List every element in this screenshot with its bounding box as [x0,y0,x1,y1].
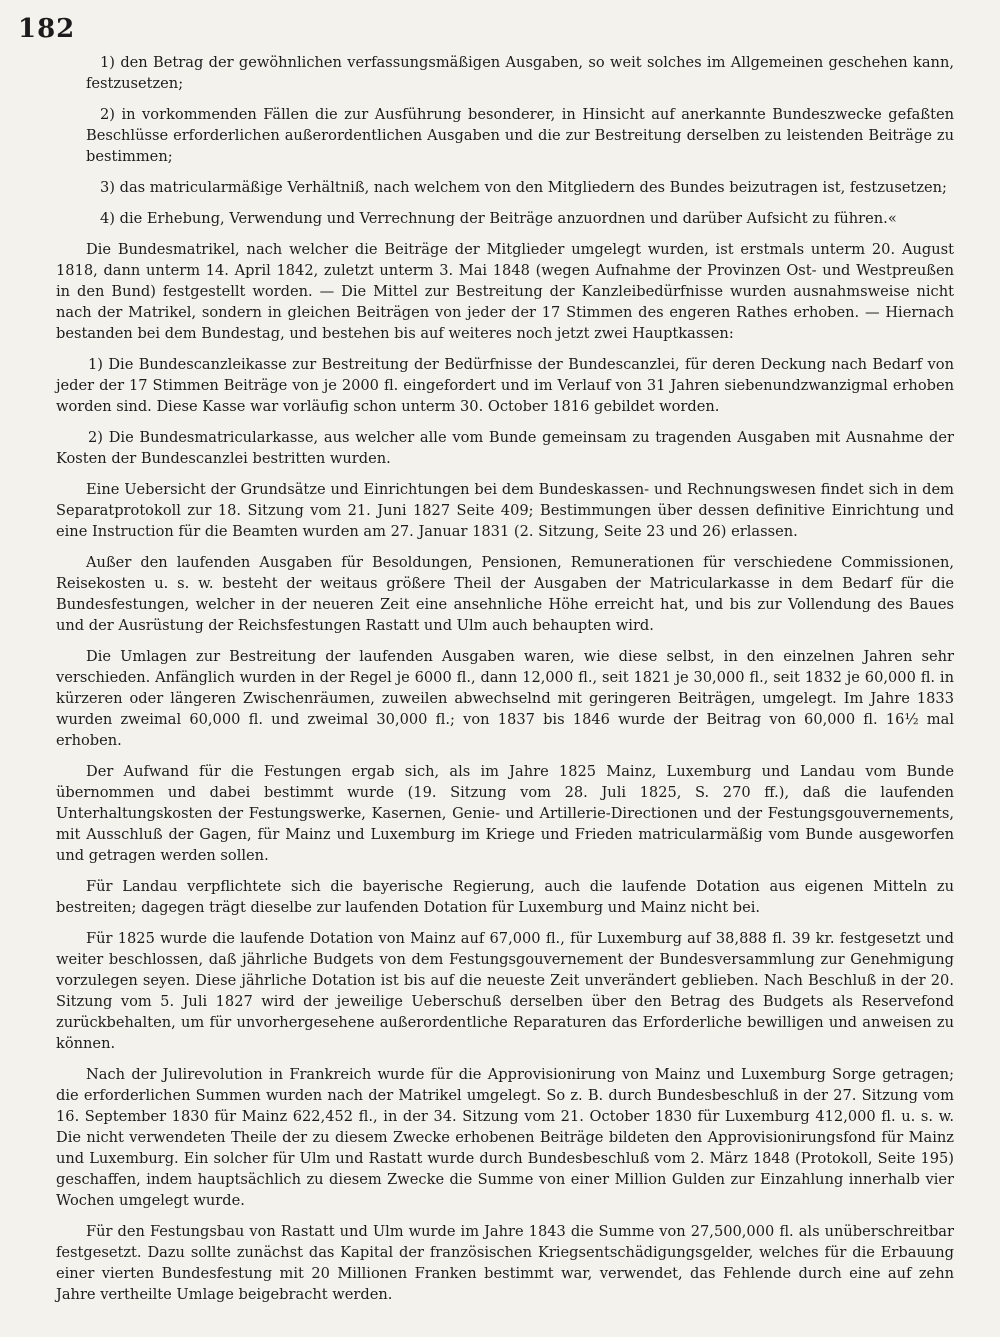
paragraph-ausgaben: Außer den laufenden Ausgaben für Besoldungen, Pensionen, Remunerationen für verschiedene Commissionen, Reisekosten u. s. w. besteht der weitaus größere Theil der Ausgaben der Matricularkasse in dem Bedarf für die Bundesfestungen, welcher in der neueren Zeit eine ansehnliche Höhe erreicht hat, und bis zur Vollendung des Baues und der Ausrüstung der Reichsfestungen Rastatt und Ulm auch behaupten wird. [56,554,954,634]
paragraph-uebersicht: Eine Uebersicht der Grundsätze und Einrichtungen bei dem Bundeskassen- und Rechnungswesen findet sich in dem Separatprotokoll zur 18. Sitzung vom 21. Juni 1827 Seite 409; Bestimmungen über dessen definitive Einrichtung und eine Instruction für die Beamten wurden am 27. Januar 1831 (2. Sitzung, Seite 23 und 26) erlassen. [56,481,954,540]
paragraph-bundesmatrikel: Die Bundesmatrikel, nach welcher die Beiträge der Mitglieder umgelegt wurden, ist erstmals unterm 20. August 1818, dann unterm 14. April 1842, zuletzt unterm 3. Mai 1848 (wegen Aufnahme der Provinzen Ost- und Westpreußen in den Bund) festgestellt worden. — Die Mittel zur Bestreitung der Kanzleibedürfnisse wurden ausnahmsweise nicht nach der Matrikel, sondern in gleichen Beiträgen von jeder der 17 Stimmen des engeren Rathes erhoben. — Hiernach bestanden bei dem Bundestag, und bestehen bis auf weiteres noch jetzt zwei Hauptkassen: [56,241,954,342]
paragraph-landau: Für Landau verpflichtete sich die bayerische Regierung, auch die laufende Dotation aus eigenen Mitteln zu bestreiten; dagegen trägt dieselbe zur laufenden Dotation für Luxemburg und Mainz nicht bei. [56,878,954,916]
list-item-4: 4) die Erhebung, Verwendung und Verrechnung der Beiträge anzuordnen und darüber Aufsicht zu führen.« [100,210,897,227]
paragraph-bundescanzleikasse: 1) Die Bundescanzleikasse zur Bestreitung der Bedürfnisse der Bundescanzlei, für deren Deckung nach Bedarf von jeder der 17 Stimmen Beiträge von je 2000 fl. eingefordert und im Verlauf von 31 Jahren siebenundzwanzigmal erhoben worden sind. Diese Kasse war vorläufig schon unterm 30. October 1816 gebildet worden. [56,356,954,415]
page-number: 182 [18,14,76,44]
paragraph-dotation: Für 1825 wurde die laufende Dotation von Mainz auf 67,000 fl., für Luxemburg auf 38,888 fl. 39 kr. festgesetzt und weiter beschlossen, daß jährliche Budgets von dem Festungsgouvernement der Bundesversammlung zur Genehmigung vorzulegen seyen. Diese jährliche Dotation ist bis auf die neueste Zeit unverändert geblieben. Nach Beschluß in der 20. Sitzung vom 5. Juli 1827 wird der jeweilige Ueberschuß derselben über den Betrag des Budgets als Reservefond zurückbehalten, um für unvorhergesehene außerordentliche Reparaturen das Erforderliche bewilligen und anweisen zu können. [56,930,954,1052]
paragraph-festungen: Der Aufwand für die Festungen ergab sich, als im Jahre 1825 Mainz, Luxemburg und Landau vom Bunde übernommen und dabei bestimmt wurde (19. Sitzung vom 28. Juli 1825, S. 270 ff.), daß die laufenden Unterhaltungskosten der Festungswerke, Kasernen, Genie- und Artillerie-Directionen und der Festungsgouvernements, mit Ausschluß der Gagen, für Mainz und Luxemburg im Kriege und Frieden matricularmäßig vom Bunde ausgeworfen und getragen werden sollen. [56,763,954,864]
paragraph-bundesmatricularkasse: 2) Die Bundesmatricularkasse, aus welcher alle vom Bunde gemeinsam zu tragenden Ausgaben mit Ausnahme der Kosten der Bundescanzlei bestritten wurden. [56,429,954,467]
paragraph-julirevolution: Nach der Julirevolution in Frankreich wurde für die Approvisionirung von Mainz und Luxemburg Sorge getragen; die erforderlichen Summen wurden nach der Matrikel umgelegt. So z. B. durch Bundesbeschluß in der 27. Sitzung vom 16. September 1830 für Mainz 622,452 fl., in der 34. Sitzung vom 21. October 1830 für Luxemburg 412,000 fl. u. s. w. Die nicht verwendeten Theile der zu diesem Zwecke erhobenen Beiträge bildeten den Approvisionirungsfond für Mainz und Luxemburg. Ein solcher für Ulm und Rastatt wurde durch Bundesbeschluß vom 2. März 1848 (Protokoll, Seite 195) geschaffen, indem hauptsächlich zu diesem Zwecke die Summe von einer Million Gulden zur Einzahlung innerhalb vier Wochen umgelegt wurde. [56,1066,954,1209]
paragraph-umlagen: Die Umlagen zur Bestreitung der laufenden Ausgaben waren, wie diese selbst, in den einzelnen Jahren sehr verschieden. Anfänglich wurden in der Regel je 6000 fl., dann 12,000 fl., seit 1821 je 30,000 fl., seit 1832 je 60,000 fl. in kürzeren oder längeren Zwischenräumen, zuweilen abwechselnd mit geringeren Beiträgen, umgelegt. Im Jahre 1833 wurden zweimal 60,000 fl. und zweimal 30,000 fl.; von 1837 bis 1846 wurde der Beitrag von 60,000 fl. 16½ mal erhoben. [56,648,954,749]
list-item-1: 1) den Betrag der gewöhnlichen verfassungsmäßigen Ausgaben, so weit solches im Allgemeinen geschehen kann, festzusetzen; [86,54,954,92]
paragraph-festungsbau: Für den Festungsbau von Rastatt und Ulm wurde im Jahre 1843 die Summe von 27,500,000 fl. als unüberschreitbar festgesetzt. Dazu sollte zunächst das Kapital der französischen Kriegsentschädigungsgelder, welches für die Erbauung einer vierten Bundesfestung mit 20 Millionen Franken bestimmt war, verwendet, das Fehlende durch eine auf zehn Jahre vertheilte Umlage beigebracht werden. [56,1223,954,1303]
body-text [56,52,954,1305]
list-item-3: 3) das matricularmäßige Verhältniß, nach welchem von den Mitgliedern des Bundes beizutragen ist, festzusetzen; [100,179,947,196]
list-item-2: 2) in vorkommenden Fällen die zur Ausführung besonderer, in Hinsicht auf anerkannte Bundeszwecke gefaßten Beschlüsse erforderlichen außerordentlichen Ausgaben und die zur Bestreitung derselben zu leistenden Beiträge zu bestimmen; [86,106,954,165]
